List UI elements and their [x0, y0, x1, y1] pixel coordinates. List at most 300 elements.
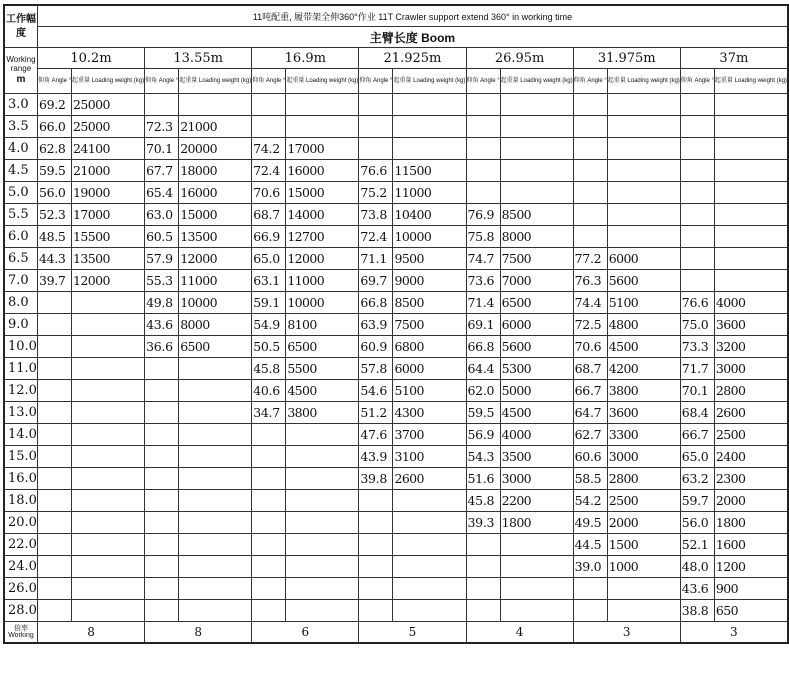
weight-cell: 4500	[286, 380, 359, 402]
angle-cell: 45.8	[466, 490, 500, 512]
angle-cell: 69.7	[359, 270, 393, 292]
weight-cell: 19000	[72, 182, 145, 204]
angle-subheader: 仰角 Angle °	[573, 69, 607, 94]
angle-cell: 69.1	[466, 314, 500, 336]
angle-cell: 70.1	[145, 138, 179, 160]
angle-cell	[145, 358, 179, 380]
weight-cell	[179, 512, 252, 534]
weight-subheader: 起重量 Loading weight (kg)	[179, 69, 252, 94]
weight-cell: 4800	[607, 314, 680, 336]
weight-cell: 2600	[393, 468, 466, 490]
weight-cell: 6500	[286, 336, 359, 358]
weight-cell	[72, 424, 145, 446]
angle-cell	[680, 160, 714, 182]
angle-cell	[359, 556, 393, 578]
weight-cell	[72, 578, 145, 600]
weight-cell: 12000	[179, 248, 252, 270]
angle-cell: 72.5	[573, 314, 607, 336]
weight-cell: 900	[714, 578, 788, 600]
angle-subheader: 仰角 Angle °	[145, 69, 179, 94]
angle-cell	[37, 556, 71, 578]
weight-cell: 3100	[393, 446, 466, 468]
boom-length-header: 10.2m	[37, 48, 144, 69]
weight-cell	[286, 446, 359, 468]
weight-cell	[607, 138, 680, 160]
angle-cell: 75.2	[359, 182, 393, 204]
angle-cell: 72.4	[359, 226, 393, 248]
table-row	[4, 534, 788, 556]
reeving-value: 5	[359, 622, 466, 644]
boom-length-row	[4, 48, 788, 69]
radius-unit: m	[16, 73, 26, 85]
angle-cell: 60.5	[145, 226, 179, 248]
reeving-value: 6	[252, 622, 359, 644]
weight-cell: 8000	[500, 226, 573, 248]
weight-cell	[179, 600, 252, 622]
angle-cell	[145, 402, 179, 424]
angle-cell: 76.9	[466, 204, 500, 226]
weight-cell	[286, 600, 359, 622]
weight-cell	[286, 424, 359, 446]
angle-cell: 49.5	[573, 512, 607, 534]
weight-cell	[500, 116, 573, 138]
weight-cell: 11000	[179, 270, 252, 292]
angle-cell: 74.2	[252, 138, 286, 160]
angle-cell: 36.6	[145, 336, 179, 358]
weight-cell	[72, 512, 145, 534]
table-row	[4, 314, 788, 336]
angle-cell: 40.6	[252, 380, 286, 402]
angle-cell	[252, 556, 286, 578]
weight-cell: 10400	[393, 204, 466, 226]
weight-cell	[500, 534, 573, 556]
weight-cell	[179, 468, 252, 490]
weight-cell: 6800	[393, 336, 466, 358]
angle-cell: 75.8	[466, 226, 500, 248]
radius-cell: 5.0	[4, 182, 37, 204]
angle-cell	[573, 116, 607, 138]
weight-cell: 2000	[714, 490, 788, 512]
weight-cell: 25000	[72, 94, 145, 116]
weight-cell	[393, 534, 466, 556]
table-row	[4, 358, 788, 380]
weight-cell	[72, 336, 145, 358]
weight-cell: 8000	[179, 314, 252, 336]
angle-cell	[680, 182, 714, 204]
weight-cell: 2500	[714, 424, 788, 446]
weight-cell	[714, 182, 788, 204]
weight-cell: 25000	[72, 116, 145, 138]
angle-cell: 44.5	[573, 534, 607, 556]
angle-cell	[37, 358, 71, 380]
angle-cell: 66.9	[252, 226, 286, 248]
weight-cell	[500, 138, 573, 160]
weight-cell: 2300	[714, 468, 788, 490]
angle-cell: 65.0	[680, 446, 714, 468]
angle-cell	[252, 446, 286, 468]
angle-cell: 59.1	[252, 292, 286, 314]
weight-cell: 12700	[286, 226, 359, 248]
weight-cell: 6000	[607, 248, 680, 270]
angle-cell	[573, 182, 607, 204]
angle-cell	[466, 116, 500, 138]
angle-cell: 39.8	[359, 468, 393, 490]
weight-cell: 3000	[500, 468, 573, 490]
angle-cell: 54.9	[252, 314, 286, 336]
weight-cell: 5600	[500, 336, 573, 358]
angle-cell: 73.6	[466, 270, 500, 292]
weight-cell: 3000	[607, 446, 680, 468]
weight-cell: 15500	[72, 226, 145, 248]
weight-cell: 6000	[393, 358, 466, 380]
reeving-row	[4, 622, 788, 644]
weight-cell: 17000	[72, 204, 145, 226]
weight-cell: 1800	[500, 512, 573, 534]
subheader-row	[4, 69, 788, 94]
weight-cell: 10000	[393, 226, 466, 248]
angle-cell: 68.7	[252, 204, 286, 226]
angle-cell: 75.0	[680, 314, 714, 336]
angle-subheader: 仰角 Angle °	[37, 69, 71, 94]
table-row	[4, 424, 788, 446]
weight-cell	[286, 578, 359, 600]
angle-cell	[145, 534, 179, 556]
weight-subheader: 起重量 Loading weight (kg)	[72, 69, 145, 94]
weight-cell: 6000	[500, 314, 573, 336]
weight-cell: 2400	[714, 446, 788, 468]
angle-cell	[252, 490, 286, 512]
angle-cell: 59.5	[466, 402, 500, 424]
angle-cell: 60.9	[359, 336, 393, 358]
angle-cell: 45.8	[252, 358, 286, 380]
angle-cell	[252, 424, 286, 446]
weight-cell: 12000	[286, 248, 359, 270]
weight-cell: 4500	[500, 402, 573, 424]
angle-cell: 55.3	[145, 270, 179, 292]
weight-cell	[393, 512, 466, 534]
weight-cell: 11000	[286, 270, 359, 292]
weight-cell	[393, 490, 466, 512]
weight-subheader: 起重量 Loading weight (kg)	[714, 69, 788, 94]
weight-cell: 15000	[286, 182, 359, 204]
weight-cell: 10000	[286, 292, 359, 314]
weight-cell: 17000	[286, 138, 359, 160]
weight-cell	[714, 248, 788, 270]
angle-cell: 76.6	[680, 292, 714, 314]
angle-cell: 66.8	[359, 292, 393, 314]
angle-cell	[680, 270, 714, 292]
working-condition-note: 11吨配重, 履带架全伸360°作业 11T Crawler support extend 360° in working time	[37, 5, 787, 27]
radius-cell: 3.5	[4, 116, 37, 138]
table-row	[4, 226, 788, 248]
weight-cell	[286, 468, 359, 490]
angle-cell: 48.0	[680, 556, 714, 578]
angle-cell: 50.5	[252, 336, 286, 358]
angle-cell	[359, 600, 393, 622]
boom-length-header: 13.55m	[145, 48, 252, 69]
table-body	[4, 94, 788, 622]
angle-cell	[359, 578, 393, 600]
weight-cell: 4000	[714, 292, 788, 314]
boom-length-header: 16.9m	[252, 48, 359, 69]
weight-cell: 9000	[393, 270, 466, 292]
boom-length-title: 主臂长度 Boom	[37, 27, 787, 48]
reeving-value: 3	[573, 622, 680, 644]
angle-cell: 65.4	[145, 182, 179, 204]
weight-cell	[179, 94, 252, 116]
weight-cell	[607, 578, 680, 600]
angle-cell: 66.7	[680, 424, 714, 446]
angle-cell: 62.7	[573, 424, 607, 446]
weight-cell	[714, 138, 788, 160]
weight-cell: 2200	[500, 490, 573, 512]
table-row	[4, 468, 788, 490]
weight-cell: 2800	[714, 380, 788, 402]
angle-cell: 63.0	[145, 204, 179, 226]
angle-cell: 76.3	[573, 270, 607, 292]
angle-cell: 57.8	[359, 358, 393, 380]
weight-cell: 2800	[607, 468, 680, 490]
table-row	[4, 182, 788, 204]
angle-cell	[359, 138, 393, 160]
angle-cell	[145, 424, 179, 446]
angle-cell: 54.2	[573, 490, 607, 512]
weight-cell: 9500	[393, 248, 466, 270]
angle-cell	[466, 138, 500, 160]
weight-cell: 7500	[393, 314, 466, 336]
weight-cell: 20000	[179, 138, 252, 160]
table-row	[4, 116, 788, 138]
angle-cell	[359, 116, 393, 138]
weight-cell: 8500	[393, 292, 466, 314]
weight-cell	[72, 358, 145, 380]
weight-subheader: 起重量 Loading weight (kg)	[607, 69, 680, 94]
angle-cell: 68.7	[573, 358, 607, 380]
angle-cell: 39.7	[37, 270, 71, 292]
angle-cell: 72.3	[145, 116, 179, 138]
boom-length-header: 26.95m	[466, 48, 573, 69]
weight-cell	[179, 578, 252, 600]
angle-cell	[359, 490, 393, 512]
angle-cell	[466, 600, 500, 622]
angle-cell: 66.8	[466, 336, 500, 358]
weight-cell	[500, 556, 573, 578]
angle-cell: 63.1	[252, 270, 286, 292]
corner-label: 工作幅度	[4, 5, 37, 48]
table-row	[4, 270, 788, 292]
weight-subheader: 起重量 Loading weight (kg)	[393, 69, 466, 94]
weight-cell: 1800	[714, 512, 788, 534]
angle-cell	[252, 534, 286, 556]
weight-cell	[500, 600, 573, 622]
weight-cell	[72, 314, 145, 336]
radius-cell: 4.5	[4, 160, 37, 182]
angle-cell: 56.0	[37, 182, 71, 204]
weight-cell: 18000	[179, 160, 252, 182]
angle-cell: 59.5	[37, 160, 71, 182]
angle-cell: 72.4	[252, 160, 286, 182]
angle-cell	[573, 578, 607, 600]
weight-cell: 3600	[714, 314, 788, 336]
weight-cell	[286, 116, 359, 138]
angle-cell	[37, 578, 71, 600]
table-row	[4, 446, 788, 468]
weight-cell	[714, 94, 788, 116]
angle-cell: 70.1	[680, 380, 714, 402]
weight-cell	[72, 490, 145, 512]
angle-cell: 47.6	[359, 424, 393, 446]
weight-cell: 7500	[500, 248, 573, 270]
boom-length-header: 37m	[680, 48, 788, 69]
angle-cell: 56.0	[680, 512, 714, 534]
angle-cell	[37, 600, 71, 622]
weight-cell	[179, 534, 252, 556]
weight-cell: 2600	[714, 402, 788, 424]
radius-header	[4, 48, 37, 94]
weight-cell	[393, 578, 466, 600]
weight-cell: 12000	[72, 270, 145, 292]
angle-cell	[680, 204, 714, 226]
reeving-value: 8	[37, 622, 144, 644]
weight-cell	[393, 556, 466, 578]
angle-cell: 59.7	[680, 490, 714, 512]
weight-cell	[607, 204, 680, 226]
weight-cell: 6500	[179, 336, 252, 358]
weight-cell: 4300	[393, 402, 466, 424]
weight-cell	[179, 358, 252, 380]
weight-cell: 650	[714, 600, 788, 622]
radius-cell: 9.0	[4, 314, 37, 336]
angle-cell: 66.0	[37, 116, 71, 138]
angle-cell	[359, 512, 393, 534]
radius-cell: 14.0	[4, 424, 37, 446]
angle-cell: 71.4	[466, 292, 500, 314]
weight-cell	[286, 490, 359, 512]
angle-cell: 62.8	[37, 138, 71, 160]
angle-cell	[252, 116, 286, 138]
reeving-value: 8	[145, 622, 252, 644]
angle-cell	[573, 226, 607, 248]
angle-cell	[145, 94, 179, 116]
weight-cell: 4000	[500, 424, 573, 446]
weight-cell	[179, 556, 252, 578]
radius-cell: 28.0	[4, 600, 37, 622]
weight-cell: 3500	[500, 446, 573, 468]
weight-cell: 5500	[286, 358, 359, 380]
table-row	[4, 138, 788, 160]
weight-cell	[714, 160, 788, 182]
weight-cell	[607, 182, 680, 204]
radius-cell: 16.0	[4, 468, 37, 490]
weight-cell	[286, 556, 359, 578]
weight-cell	[607, 160, 680, 182]
weight-cell	[393, 94, 466, 116]
weight-cell	[714, 270, 788, 292]
angle-cell	[466, 578, 500, 600]
angle-cell: 62.0	[466, 380, 500, 402]
angle-cell: 51.2	[359, 402, 393, 424]
radius-cell: 24.0	[4, 556, 37, 578]
angle-cell	[37, 402, 71, 424]
boom-length-header: 31.975m	[573, 48, 680, 69]
angle-cell: 56.9	[466, 424, 500, 446]
weight-cell	[179, 490, 252, 512]
table-row	[4, 490, 788, 512]
radius-cell: 11.0	[4, 358, 37, 380]
weight-cell: 8500	[500, 204, 573, 226]
angle-subheader: 仰角 Angle °	[466, 69, 500, 94]
angle-cell: 74.7	[466, 248, 500, 270]
angle-cell: 43.9	[359, 446, 393, 468]
weight-cell: 1200	[714, 556, 788, 578]
weight-cell	[607, 116, 680, 138]
table-row	[4, 578, 788, 600]
weight-cell	[393, 138, 466, 160]
angle-cell	[145, 468, 179, 490]
weight-cell	[393, 600, 466, 622]
weight-cell	[72, 446, 145, 468]
angle-cell: 54.6	[359, 380, 393, 402]
weight-cell	[500, 94, 573, 116]
radius-cell: 6.5	[4, 248, 37, 270]
angle-cell	[37, 512, 71, 534]
angle-cell	[680, 116, 714, 138]
angle-cell: 77.2	[573, 248, 607, 270]
angle-cell: 48.5	[37, 226, 71, 248]
angle-cell	[145, 490, 179, 512]
reeving-label: 倍率 Working	[4, 622, 37, 644]
weight-cell	[500, 578, 573, 600]
weight-cell	[286, 534, 359, 556]
weight-cell: 5100	[393, 380, 466, 402]
weight-cell: 13500	[179, 226, 252, 248]
angle-cell	[37, 490, 71, 512]
angle-cell	[37, 336, 71, 358]
angle-cell	[573, 138, 607, 160]
radius-cell: 7.0	[4, 270, 37, 292]
weight-cell: 15000	[179, 204, 252, 226]
table-row	[4, 600, 788, 622]
weight-cell	[393, 116, 466, 138]
reeving-value: 4	[466, 622, 573, 644]
weight-cell: 5100	[607, 292, 680, 314]
angle-cell: 63.2	[680, 468, 714, 490]
angle-cell	[37, 446, 71, 468]
angle-cell: 52.1	[680, 534, 714, 556]
angle-cell	[466, 182, 500, 204]
weight-cell	[72, 402, 145, 424]
weight-cell: 24100	[72, 138, 145, 160]
angle-cell	[680, 138, 714, 160]
angle-cell: 64.4	[466, 358, 500, 380]
weight-cell: 3800	[286, 402, 359, 424]
angle-cell	[145, 446, 179, 468]
angle-cell	[145, 578, 179, 600]
radius-cell: 12.0	[4, 380, 37, 402]
table-row	[4, 402, 788, 424]
radius-label: Working range	[6, 54, 36, 73]
weight-cell	[500, 182, 573, 204]
angle-cell: 38.8	[680, 600, 714, 622]
angle-cell	[37, 314, 71, 336]
weight-cell	[72, 380, 145, 402]
angle-cell	[37, 380, 71, 402]
angle-cell: 71.1	[359, 248, 393, 270]
angle-cell	[680, 226, 714, 248]
angle-cell: 71.7	[680, 358, 714, 380]
angle-cell	[573, 600, 607, 622]
table-row	[4, 160, 788, 182]
